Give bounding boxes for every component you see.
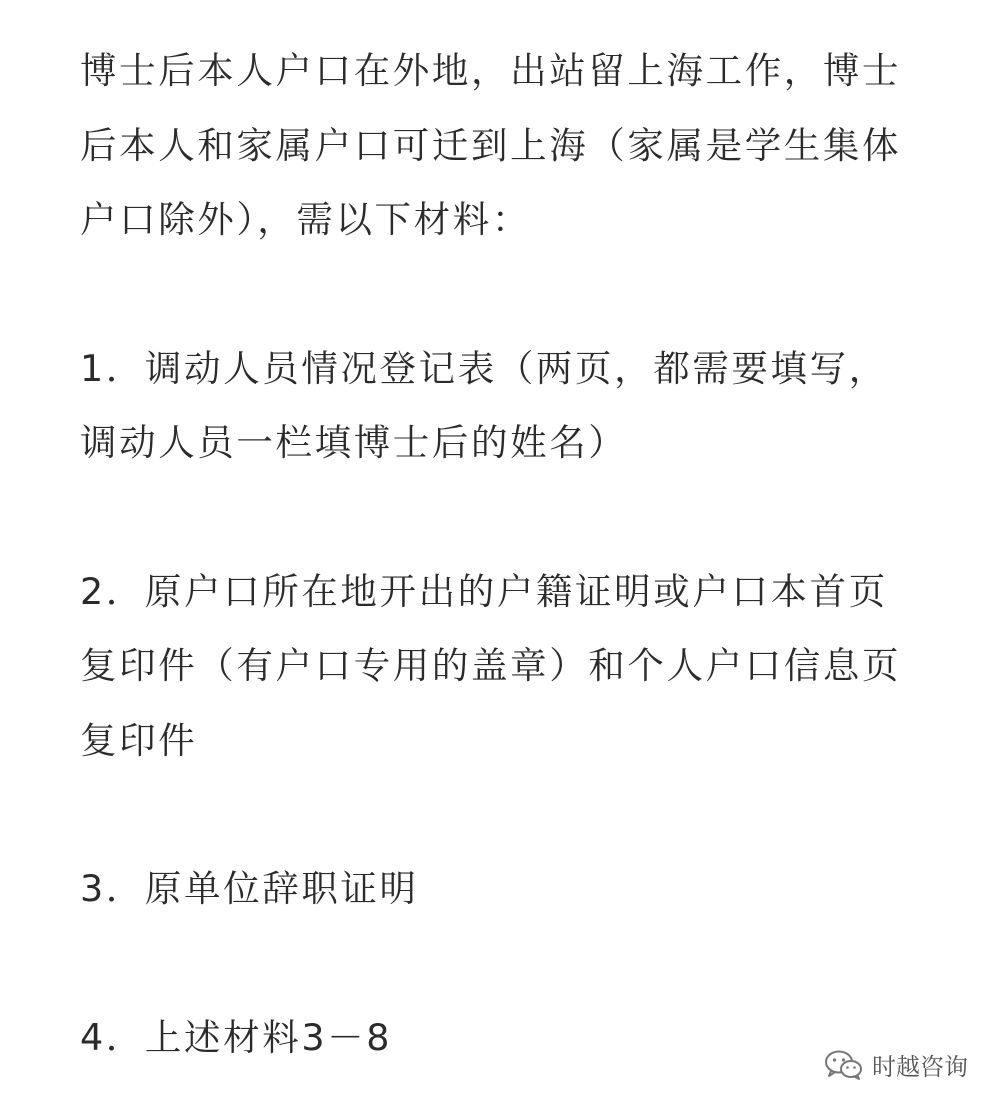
watermark-text: 时越咨询 (872, 1053, 968, 1081)
wechat-icon (824, 1049, 864, 1081)
intro-paragraph: 博士后本人户口在外地，出站留上海工作，博士后本人和家属户口可迁到上海（家属是学生集体户口除外），需以下材料： (80, 49, 902, 241)
list-item-4: 4．上述材料3－8 (80, 1015, 393, 1059)
paragraph-spacer (80, 481, 925, 555)
paragraph-spacer (80, 927, 925, 1001)
paragraph-spacer (80, 778, 925, 852)
watermark (824, 1047, 968, 1082)
list-item-1: 1．调动人员情况登记表（两页，都需要填写，调动人员一栏填博士后的姓名） (80, 346, 888, 464)
list-item-3: 3．原单位辞职证明 (80, 867, 419, 910)
document-body (80, 34, 925, 1075)
paragraph-spacer (80, 258, 925, 332)
list-item-2: 2．原户口所在地开出的户籍证明或户口本首页复印件（有户口专用的盖章）和个人户口信息页复印件 (80, 569, 902, 762)
